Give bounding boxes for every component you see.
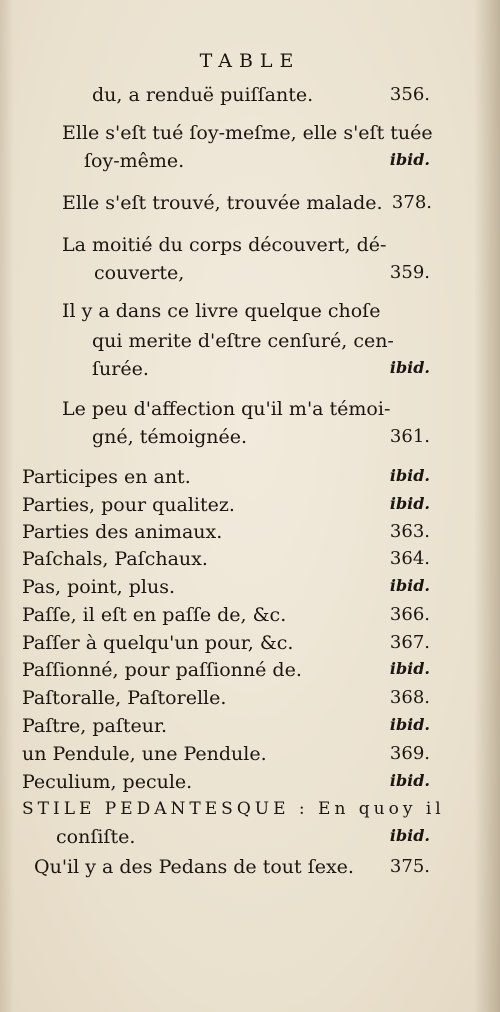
- list-item-page: 364.: [389, 548, 430, 569]
- list-item-page: 367.: [389, 632, 430, 653]
- entry-page: 359.: [389, 262, 430, 283]
- list-item-page: 369.: [389, 743, 430, 764]
- entry-page: 356.: [389, 84, 430, 105]
- list-item: Pas, point, plus.: [22, 576, 175, 598]
- list-item-page: ibid.: [389, 659, 430, 678]
- page-gutter-shadow: [474, 0, 500, 1012]
- entry-text: gné, témoignée.: [92, 426, 248, 448]
- list-item: conſiſte.: [56, 826, 136, 848]
- entry-text: Le peu d'affection qu'il m'a témoi-: [62, 398, 391, 420]
- list-item: Peculium, pecule.: [22, 771, 193, 793]
- list-item: Parties, pour qualitez.: [22, 494, 235, 516]
- list-item: Parties des animaux.: [22, 521, 223, 543]
- list-item-page: ibid.: [389, 466, 430, 485]
- list-item: Paſſe, il eſt en paſſe de, &c.: [22, 604, 287, 626]
- entry-page: ibid.: [389, 150, 430, 169]
- entry-text: Elle s'eſt tué ſoy-meſme, elle s'eſt tuée: [62, 122, 433, 144]
- list-item: Paſtoralle, Paſtorelle.: [22, 687, 227, 709]
- list-item-page: ibid.: [389, 715, 430, 734]
- entry-text: Elle s'eſt trouvé, trouvée malade.: [62, 192, 383, 214]
- entry-page: 378.: [391, 192, 432, 213]
- list-item: Paſtre, paſteur.: [22, 715, 168, 737]
- list-item-page: ibid.: [389, 576, 430, 595]
- list-item: Paſſionné, pour paſſionné de.: [22, 659, 302, 681]
- entry-text: du, a renduë puiſſante.: [92, 84, 314, 106]
- entry-page: 361.: [389, 426, 430, 447]
- list-item-page: 363.: [389, 521, 430, 542]
- list-item: un Pendule, une Pendule.: [22, 743, 267, 765]
- list-item-page: ibid.: [389, 771, 430, 790]
- page-header: TABLE: [199, 50, 301, 72]
- entry-text: La moitié du corps découvert, dé-: [62, 234, 387, 256]
- list-item: Paſchals, Paſchaux.: [22, 548, 208, 570]
- list-item: Paſſer à quelqu'un pour, &c.: [22, 632, 294, 654]
- entry-text: ſurée.: [92, 358, 149, 380]
- entry-text: ſoy-même.: [84, 150, 185, 172]
- list-item-page: 368.: [389, 687, 430, 708]
- entry-text: couverte,: [94, 262, 185, 284]
- list-item-page: 375.: [389, 856, 430, 877]
- entry-page: ibid.: [389, 358, 430, 377]
- list-item-page: ibid.: [389, 826, 430, 845]
- entry-text: Il y a dans ce livre quelque choſe: [62, 300, 381, 322]
- entry-text: qui merite d'eſtre cenſuré, cen-: [92, 330, 394, 352]
- list-item-page: ibid.: [389, 494, 430, 513]
- list-item: Qu'il y a des Pedans de tout ſexe.: [34, 856, 354, 878]
- list-item: STILE PEDANTESQUE : En quoy il: [22, 799, 445, 819]
- list-item: Participes en ant.: [22, 466, 191, 488]
- list-item-page: 366.: [389, 604, 430, 625]
- page-left-shadow: [0, 0, 14, 1012]
